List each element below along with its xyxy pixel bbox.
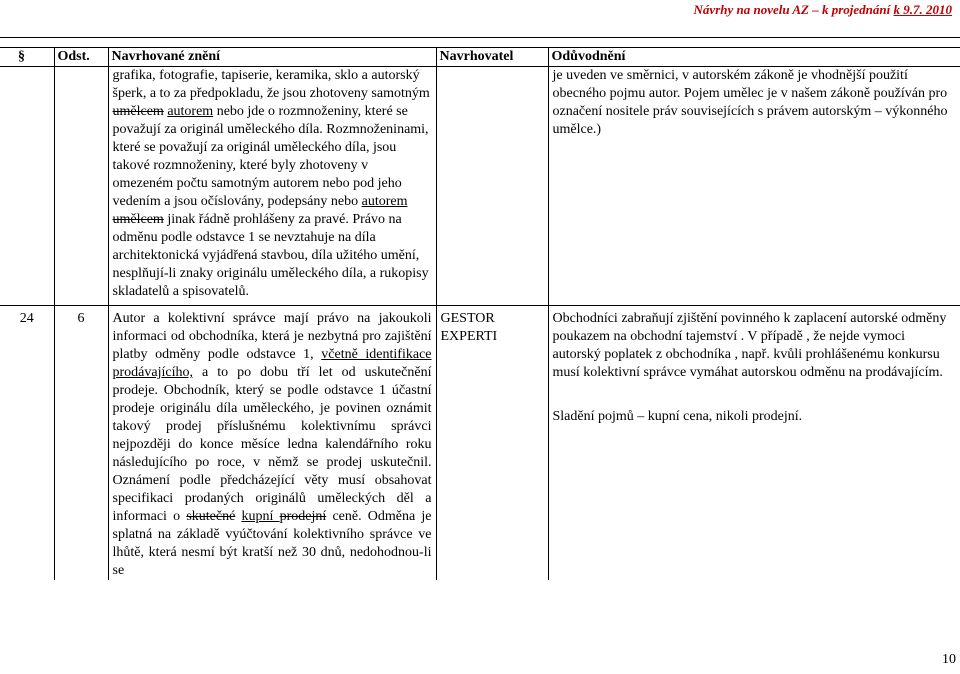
col-header-section: § — [0, 48, 54, 67]
deleted-text: umělcem — [112, 104, 164, 119]
page-number: 10 — [942, 652, 956, 667]
inserted-text: kupní — [241, 509, 280, 524]
inserted-text: autorem — [361, 194, 408, 209]
cell-paragraph — [54, 67, 108, 306]
col-header-proposer: Navrhovatel — [436, 48, 548, 67]
table-header-row — [0, 48, 960, 67]
cell-section — [0, 67, 54, 306]
col-header-proposal: Navrhované znění — [108, 48, 436, 67]
proposer-line: EXPERTI — [440, 329, 498, 344]
proposals-table — [0, 47, 960, 580]
document-title: Návrhy na novelu AZ – k projednání — [693, 2, 891, 17]
proposal-text: ceně. Odměna je splatná na základě vyúčtování kolektivního správce ve lhůtě, která nesmí být kratší než 30 dnů, nedohodnou-li se — [112, 509, 432, 578]
cell-section: 24 — [19, 311, 34, 326]
document-header — [694, 2, 952, 18]
col-header-paragraph: Odst. — [54, 48, 108, 67]
table-row — [0, 306, 960, 581]
proposal-text: jinak řádně prohlášeny za pravé. Právo na odměnu podle odstavce 1 se nevztahuje na díla architektonická vyjádřená stavbou, díla užitého umění, nesplňují-li znaky originálu uměleckého díla, a rukopisy skladatelů a spisovatelů. — [112, 212, 429, 299]
proposer-line: GESTOR — [440, 311, 495, 326]
cell-paragraph: 6 — [54, 306, 108, 581]
cell-proposal — [108, 306, 436, 581]
deleted-text: umělcem — [112, 212, 164, 227]
cell-justification — [548, 306, 960, 581]
cell-proposal — [108, 67, 436, 306]
proposal-text: nebo jde o rozmnoženiny, které se považují za originál uměleckého díla. Rozmnoženinami, které se považují za originál uměleckého díla, jsou takové rozmnoženiny, které byly zhotoveny v omezeném počtu samotným autorem nebo pod jeho vedením a jsou očíslovány, podepsány nebo — [112, 104, 429, 209]
proposal-text: grafika, fotografie, tapiserie, keramika, sklo a autorský šperk, a to za předpokladu, že jsou zhotoveny samotným — [112, 68, 430, 101]
deleted-text: prodejní — [279, 509, 327, 524]
header-rule — [0, 37, 960, 38]
justification-paragraph: Sladění pojmů – kupní cena, nikoli prodejní. — [552, 409, 803, 424]
cell-proposer — [436, 67, 548, 306]
deleted-text: skutečné — [186, 509, 236, 524]
col-header-justification: Odůvodnění — [548, 48, 960, 67]
proposal-text: Autor a kolektivní správce mají právo na jakoukoli informaci od obchodníka, která je nezbytná pro zajištění platby odměny podle odstavce 1, — [112, 311, 432, 362]
cell-justification: je uveden ve směrnici, v autorském zákoně je vhodnější použití obecného pojmu autor. Pojem umělec je v našem zákoně používán pro označení nositele práv souvisejících s právem autorským – výkonného umělce.) — [548, 67, 960, 306]
spacer — [553, 382, 957, 408]
inserted-text: autorem — [167, 104, 214, 119]
document-date: k 9.7. 2010 — [893, 2, 952, 17]
cell-proposer — [436, 306, 548, 581]
proposal-text: a to po dobu tří let od uskutečnění prodeje. Obchodník, který se podle odstavce 1 účastní prodeje originálu díla uměleckého, je povinen oznámit takový prodej příslušnému kolektivnímu správci nejpozději do konce měsíce ledna kalendářního roku následujícího po roce, v němž se prodej uskutečnil. Oznámení podle předcházející věty musí obsahovat specifikaci prodaných originálů uměleckých děl a informaci o — [112, 365, 432, 524]
justification-paragraph: Obchodníci zabraňují zjištění povinného k zaplacení autorské odměny poukazem na obchodní tajemství . V případě , že nejde vymoci autorský poplatek z obchodníka , např. kvůli prohlášenému konkursu musí kolektivní správce vymáhat autorskou odměnu na prodávajícím. — [552, 311, 947, 380]
inserted-text: včetně identifikace prodávajícího, — [112, 347, 432, 380]
table-row — [0, 67, 960, 306]
